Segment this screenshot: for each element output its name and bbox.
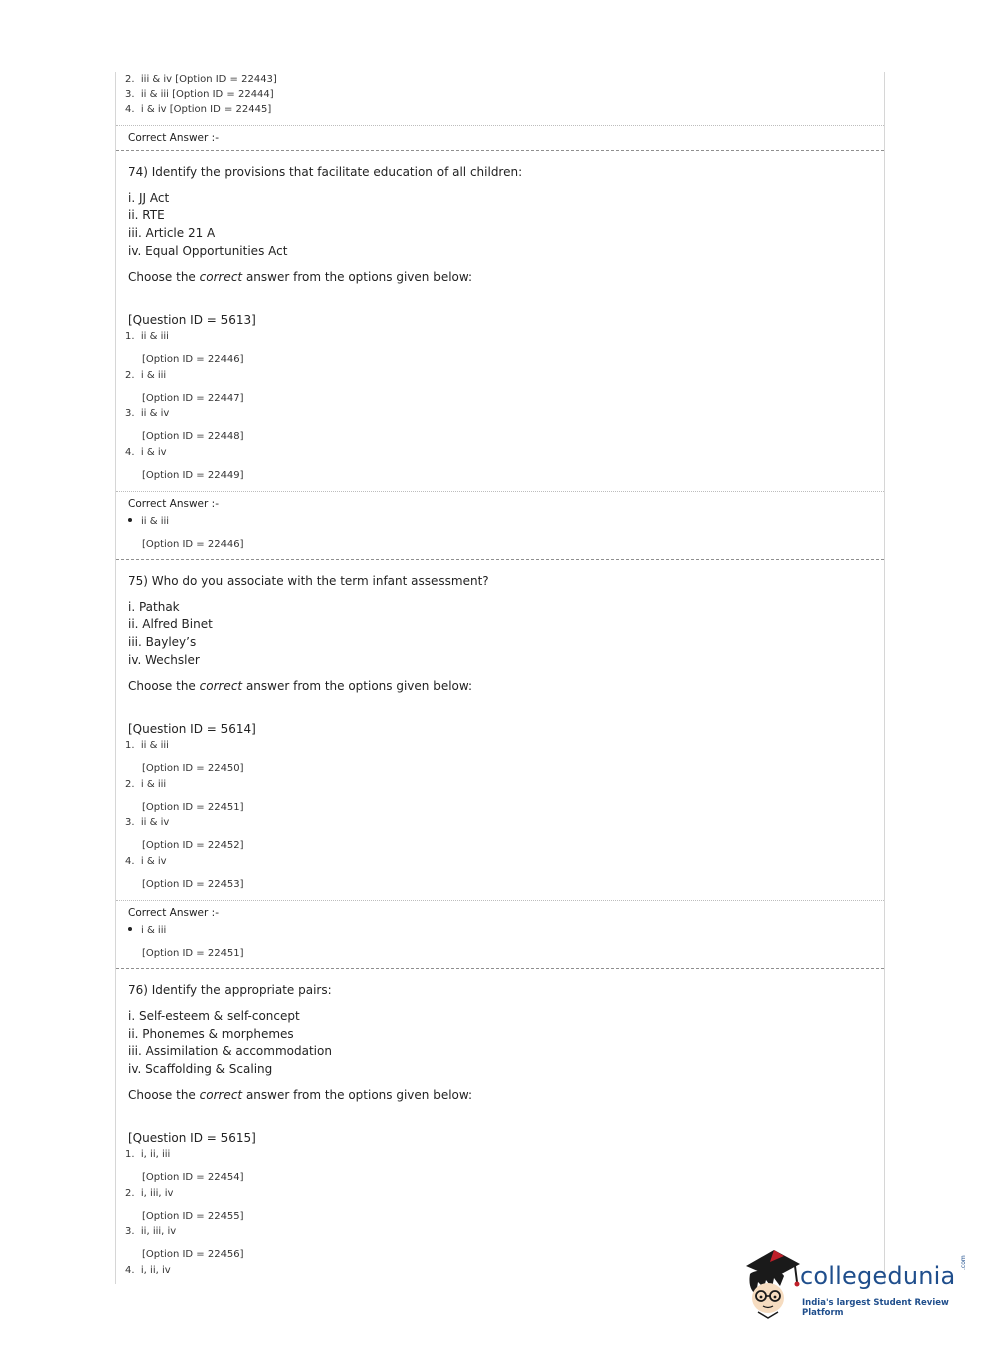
option-id: [Option ID = 22451] — [142, 948, 244, 959]
statement-item: i. Pathak — [128, 600, 180, 614]
question-separator — [116, 968, 884, 969]
option-row: 4. i, ii, iv — [125, 1265, 171, 1276]
question-id: [Question ID = 5613] — [128, 313, 256, 327]
option-id: [Option ID = 22448] — [142, 431, 244, 442]
option-row: 4. i & iv [Option ID = 22445] — [125, 104, 272, 115]
option-row: 3. ii & iv — [125, 817, 170, 828]
divider — [116, 491, 884, 492]
page-frame-right — [884, 72, 885, 1284]
option-row: 1. ii & iii — [125, 331, 169, 342]
option-id: [Option ID = 22453] — [142, 879, 244, 890]
choose-instruction: Choose the correct answer from the options given below: — [128, 679, 473, 693]
option-id: [Option ID = 22450] — [142, 763, 244, 774]
page-frame-left — [115, 72, 116, 1284]
option-row: 2. i, iii, iv — [125, 1188, 174, 1199]
graduate-mascot-icon — [740, 1248, 802, 1320]
statement-item: ii. RTE — [128, 208, 165, 222]
question-id: [Question ID = 5614] — [128, 722, 256, 736]
correct-answer-value: i & iii — [128, 925, 166, 936]
option-id: [Option ID = 22452] — [142, 840, 244, 851]
logo-domain-suffix: .com — [960, 1255, 967, 1270]
statement-item: iii. Article 21 A — [128, 226, 216, 240]
bullet-icon — [128, 518, 132, 522]
statement-item: iv. Equal Opportunities Act — [128, 244, 288, 258]
option-row: 3. ii, iii, iv — [125, 1226, 177, 1237]
option-id: [Option ID = 22449] — [142, 470, 244, 481]
option-id: [Option ID = 22446] — [142, 354, 244, 365]
option-id: [Option ID = 22455] — [142, 1211, 244, 1222]
option-row: 1. ii & iii — [125, 740, 169, 751]
option-row: 2. i & iii — [125, 370, 167, 381]
statement-item: iii. Assimilation & accommodation — [128, 1044, 332, 1058]
option-row: 4. i & iv — [125, 447, 167, 458]
bullet-icon — [128, 927, 132, 931]
correct-answer-label: Correct Answer :- — [128, 498, 219, 510]
divider — [116, 125, 884, 126]
option-row: 1. i, ii, iii — [125, 1149, 171, 1160]
option-id: [Option ID = 22451] — [142, 802, 244, 813]
option-id: [Option ID = 22446] — [142, 539, 244, 550]
question-title: 75) Who do you associate with the term infant assessment? — [128, 574, 489, 588]
correct-answer-value: ii & iii — [128, 516, 169, 527]
statement-item: ii. Alfred Binet — [128, 617, 213, 631]
divider — [116, 900, 884, 901]
correct-answer-label: Correct Answer :- — [128, 132, 219, 144]
logo-tagline: India's largest Student Review Platform — [802, 1298, 949, 1318]
statement-item: i. Self-esteem & self-concept — [128, 1009, 300, 1023]
statement-item: ii. Phonemes & morphemes — [128, 1027, 294, 1041]
question-separator — [116, 559, 884, 560]
option-id: [Option ID = 22454] — [142, 1172, 244, 1183]
statement-item: i. JJ Act — [128, 191, 170, 205]
choose-instruction: Choose the correct answer from the options given below: — [128, 270, 473, 284]
choose-instruction: Choose the correct answer from the options given below: — [128, 1088, 473, 1102]
option-row: 2. i & iii — [125, 779, 167, 790]
collegedunia-logo — [740, 1248, 972, 1320]
question-id: [Question ID = 5615] — [128, 1131, 256, 1145]
statement-item: iv. Wechsler — [128, 653, 200, 667]
option-id: [Option ID = 22456] — [142, 1249, 244, 1260]
statement-item: iii. Bayley’s — [128, 635, 197, 649]
logo-wordmark: collegedunia — [800, 1262, 956, 1290]
question-title: 76) Identify the appropriate pairs: — [128, 983, 332, 997]
option-row: 2. iii & iv [Option ID = 22443] — [125, 74, 277, 85]
option-row: 3. ii & iii [Option ID = 22444] — [125, 89, 274, 100]
question-separator — [116, 150, 884, 151]
question-title: 74) Identify the provisions that facilitate education of all children: — [128, 165, 523, 179]
option-id: [Option ID = 22447] — [142, 393, 244, 404]
statement-item: iv. Scaffolding & Scaling — [128, 1062, 273, 1076]
option-row: 4. i & iv — [125, 856, 167, 867]
option-row: 3. ii & iv — [125, 408, 170, 419]
correct-answer-label: Correct Answer :- — [128, 907, 219, 919]
